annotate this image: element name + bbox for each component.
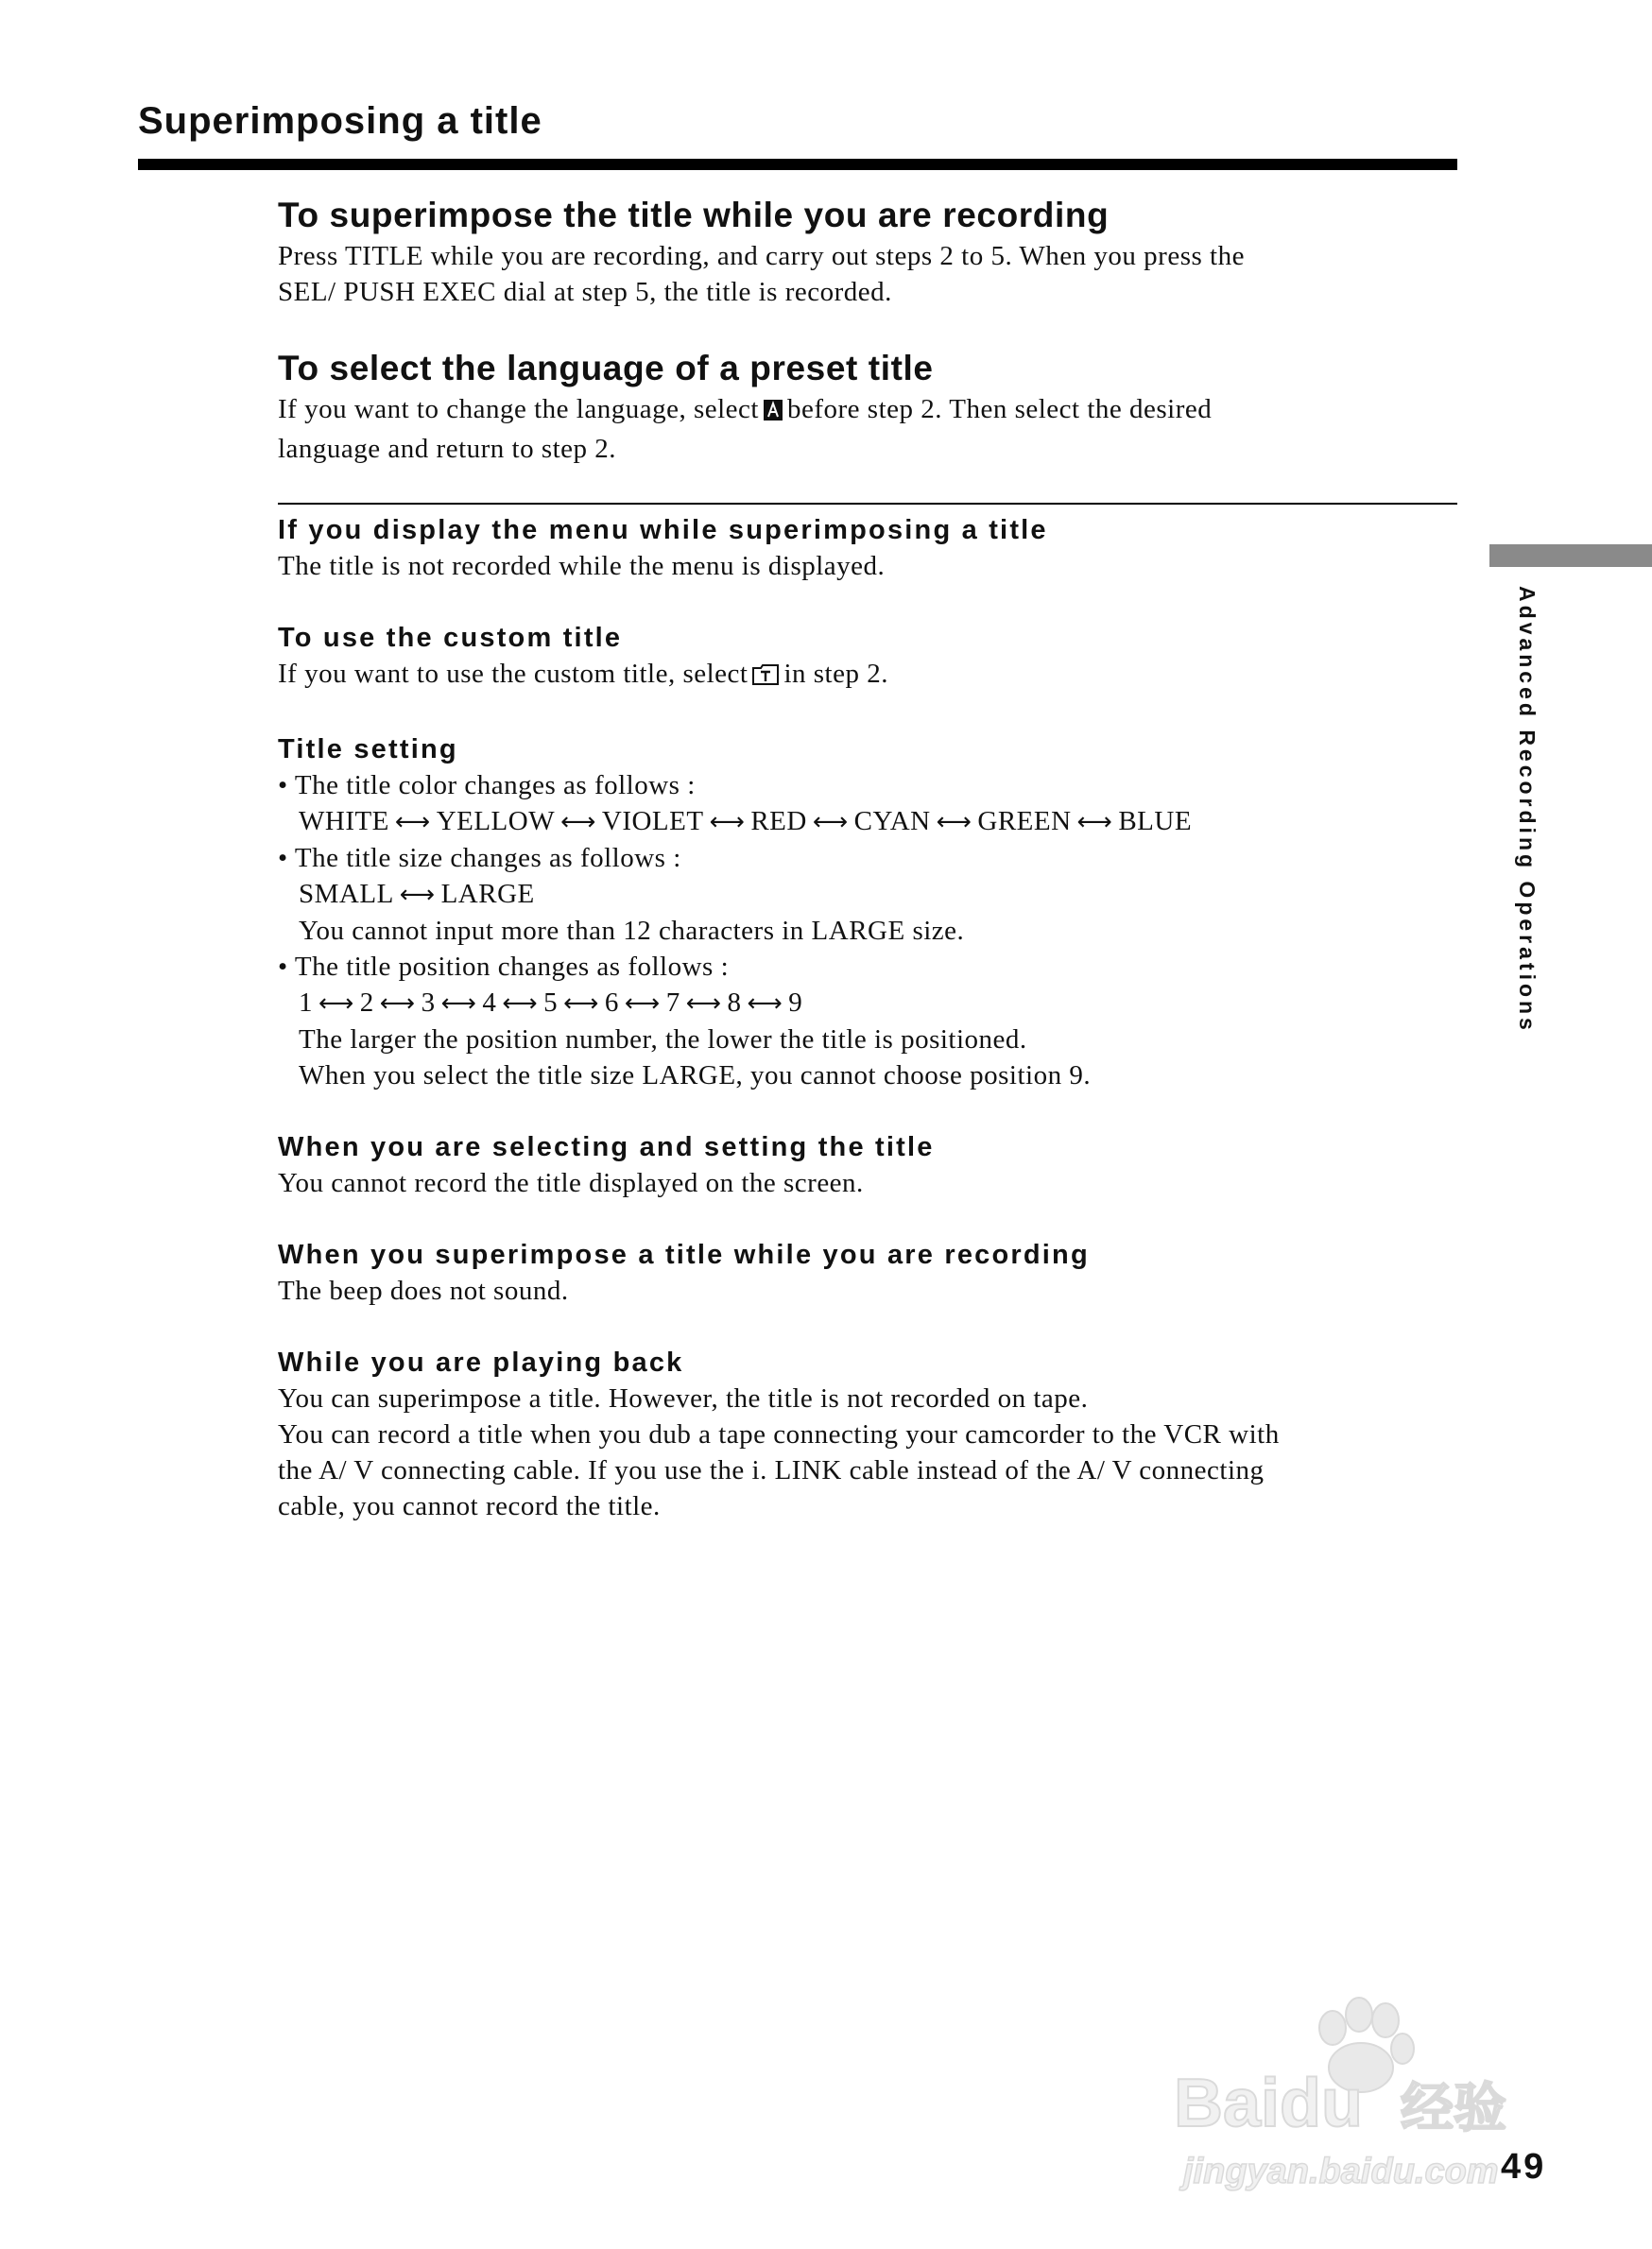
double-arrow-icon: ⟷ xyxy=(399,881,436,909)
double-arrow-icon: ⟷ xyxy=(709,808,746,836)
position-sequence xyxy=(278,985,1459,1021)
menu-body: The title is not recorded while the menu is displayed. xyxy=(278,551,886,581)
double-arrow-icon: ⟷ xyxy=(563,989,599,1018)
color-item: RED xyxy=(750,806,807,836)
watermark-logo xyxy=(1164,1994,1552,2202)
position-item: 4 xyxy=(482,987,497,1018)
recording-body-1: Press TITLE while you are recording, and carry out steps 2 to 5. When you press the xyxy=(278,241,1245,271)
size-intro: • The title size changes as follows : xyxy=(278,843,681,873)
double-arrow-icon: ⟷ xyxy=(624,989,661,1018)
double-arrow-icon: ⟷ xyxy=(812,808,849,836)
sidebar-label: Advanced Recording Operations xyxy=(1515,586,1540,1034)
double-arrow-icon: ⟷ xyxy=(560,808,596,836)
language-body-1b: before step 2. Then select the desired xyxy=(786,394,1213,424)
color-item: BLUE xyxy=(1118,806,1193,836)
custom-body-b: in step 2. xyxy=(783,659,888,689)
double-arrow-icon: ⟷ xyxy=(1076,808,1113,836)
color-intro: • The title color changes as follows : xyxy=(278,770,696,800)
size-sequence xyxy=(278,876,1459,913)
custom-body xyxy=(278,656,1459,695)
page-number: 49 xyxy=(1501,2147,1547,2187)
position-note-1: The larger the position number, the lower the title is positioned. xyxy=(299,1024,1027,1055)
heading-selecting: When you are selecting and setting the title xyxy=(278,1132,935,1162)
double-arrow-icon: ⟷ xyxy=(936,808,972,836)
language-body-2: language and return to step 2. xyxy=(278,434,617,464)
color-item: CYAN xyxy=(853,806,931,836)
playback-body-4: cable, you cannot record the title. xyxy=(278,1491,661,1521)
position-item: 9 xyxy=(788,987,803,1018)
heading-recording: To superimpose the title while you are recording xyxy=(278,196,1110,234)
double-arrow-icon: ⟷ xyxy=(394,808,431,836)
superimpose-recording-body: The beep does not sound. xyxy=(278,1276,569,1306)
watermark-cn: 经验 xyxy=(1401,2078,1506,2139)
watermark xyxy=(1164,1994,1552,2202)
selecting-body: You cannot record the title displayed on the screen. xyxy=(278,1168,864,1198)
position-item: 2 xyxy=(359,987,374,1018)
double-arrow-icon: ⟷ xyxy=(379,989,416,1018)
playback-body-3: the A/ V connecting cable. If you use the i. LINK cable instead of the A/ V connecting xyxy=(278,1455,1265,1485)
double-arrow-icon: ⟷ xyxy=(318,989,354,1018)
position-item: 6 xyxy=(604,987,619,1018)
heading-playback: While you are playing back xyxy=(278,1348,684,1378)
size-item: LARGE xyxy=(440,879,535,909)
language-icon xyxy=(763,395,783,431)
heading-custom: To use the custom title xyxy=(278,623,623,653)
watermark-brand: Baidu xyxy=(1174,2066,1364,2141)
double-arrow-icon: ⟷ xyxy=(502,989,539,1018)
heading-setting: Title setting xyxy=(278,734,458,764)
position-note-2: When you select the title size LARGE, you cannot choose position 9. xyxy=(299,1060,1092,1090)
position-item: 3 xyxy=(421,987,436,1018)
language-body-1 xyxy=(278,391,1459,431)
heading-language: To select the language of a preset title xyxy=(278,349,934,387)
size-item: SMALL xyxy=(299,879,394,909)
color-item: WHITE xyxy=(299,806,389,836)
side-tab xyxy=(1489,544,1652,567)
size-note: You cannot input more than 12 characters in LARGE size. xyxy=(299,916,965,946)
page-title: Superimposing a title xyxy=(138,100,542,142)
color-sequence xyxy=(278,803,1459,840)
custom-title-icon xyxy=(751,660,780,695)
recording-body-2: SEL/ PUSH EXEC dial at step 5, the title is recorded. xyxy=(278,277,892,307)
language-body-1a: If you want to change the language, select xyxy=(278,394,759,424)
position-item: 8 xyxy=(727,987,742,1018)
heading-superimpose-recording: When you superimpose a title while you are recording xyxy=(278,1240,1090,1270)
playback-body-2: You can record a title when you dub a tape connecting your camcorder to the VCR with xyxy=(278,1419,1280,1450)
color-item: VIOLET xyxy=(601,806,704,836)
position-item: 7 xyxy=(665,987,680,1018)
position-intro: • The title position changes as follows : xyxy=(278,952,730,982)
double-arrow-icon: ⟷ xyxy=(440,989,477,1018)
double-arrow-icon: ⟷ xyxy=(685,989,722,1018)
custom-body-a: If you want to use the custom title, select xyxy=(278,659,749,689)
position-item: 1 xyxy=(299,987,313,1018)
title-rule xyxy=(138,159,1457,170)
color-item: GREEN xyxy=(977,806,1072,836)
position-item: 5 xyxy=(543,987,559,1018)
section-rule xyxy=(278,503,1457,505)
watermark-url: jingyan.baidu.com xyxy=(1183,2152,1499,2191)
heading-menu: If you display the menu while superimposing a title xyxy=(278,515,1048,545)
playback-body-1: You can superimpose a title. However, the title is not recorded on tape. xyxy=(278,1383,1089,1414)
double-arrow-icon: ⟷ xyxy=(747,989,783,1018)
content xyxy=(278,193,1459,1524)
color-item: YELLOW xyxy=(436,806,556,836)
